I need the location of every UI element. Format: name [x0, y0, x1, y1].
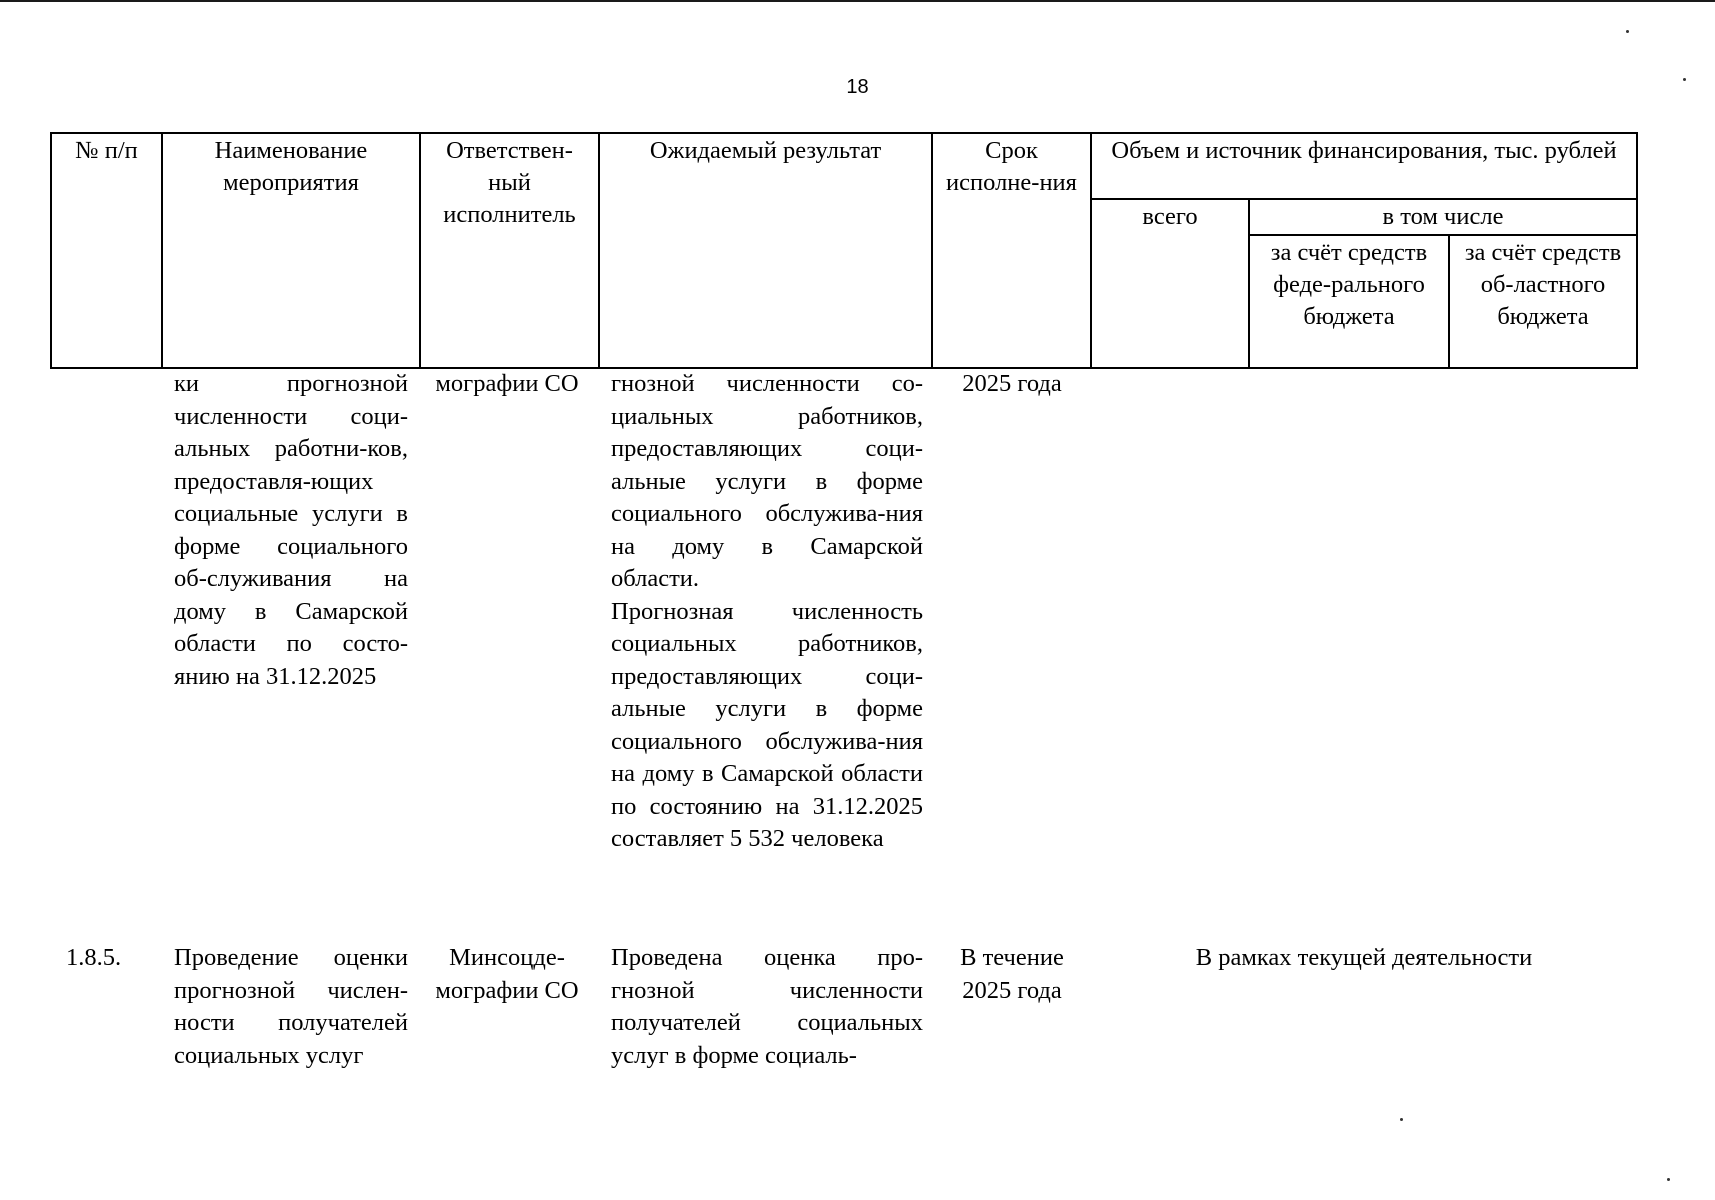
row-1-term: 2025 года	[962, 370, 1062, 397]
header-funding: Объем и источник финансирования, тыс. рублей	[1091, 133, 1637, 199]
row-2-name: Проведение оценки прогнозной числен-ности получателей социальных услуг	[174, 944, 408, 1069]
scan-speck	[1626, 30, 1629, 33]
row-1-result-paragraph-1: гнозной численности со-циальных работников, предоставляющих соци-альные услуги в форме социального обслужива-ния на дому в Самарской области.	[611, 370, 923, 592]
header-responsible: Ответствен-ный исполнитель	[420, 133, 599, 368]
row-2-term: В течение 2025 года	[960, 944, 1064, 1004]
header-federal: за счёт средств феде-рального бюджета	[1249, 235, 1449, 368]
scan-speck	[1683, 78, 1686, 81]
row-1-result	[611, 368, 923, 856]
row-2-num: 1.8.5.	[66, 944, 122, 971]
header-num: № п/п	[51, 133, 162, 368]
header-regional: за счёт средств об-ластного бюджета	[1449, 235, 1637, 368]
scan-speck	[1400, 1118, 1403, 1121]
header-name: Наименование мероприятия	[162, 133, 420, 368]
table-header	[50, 132, 1638, 369]
row-1-result-paragraph-2: Прогнозная численность социальных работников, предоставляющих соци-альные услуги в форме социального обслужива-ния на дому в Самарской области по состоянию на 31.12.2025 составляет 5 532 человека	[611, 597, 923, 852]
scan-speck	[1667, 1178, 1670, 1181]
header-result: Ожидаемый результат	[599, 133, 932, 368]
row-2-result-paragraph-1: Проведена оценка про-гнозной численности получателей социальных услуг в форме социаль-	[611, 944, 923, 1069]
row-2-funding: В рамках текущей деятельности	[1195, 944, 1533, 971]
row-2-result	[611, 942, 923, 1072]
header-term: Срок исполне-ния	[932, 133, 1091, 368]
page-number: 18	[846, 76, 869, 98]
row-1-name: ки прогнозной численности соци-альных работни-ков, предоставля-ющих социальные услуги в форме социального об-служивания на дому в Самарской области по состо-янию на 31.12.2025	[174, 370, 408, 690]
header-including: в том числе	[1249, 199, 1637, 235]
top-border-line	[0, 0, 1715, 2]
row-1-responsible: мографии СО	[435, 370, 579, 397]
header-total: всего	[1091, 199, 1249, 368]
row-2-responsible: Минсоцде-мографии СО	[435, 944, 579, 1004]
